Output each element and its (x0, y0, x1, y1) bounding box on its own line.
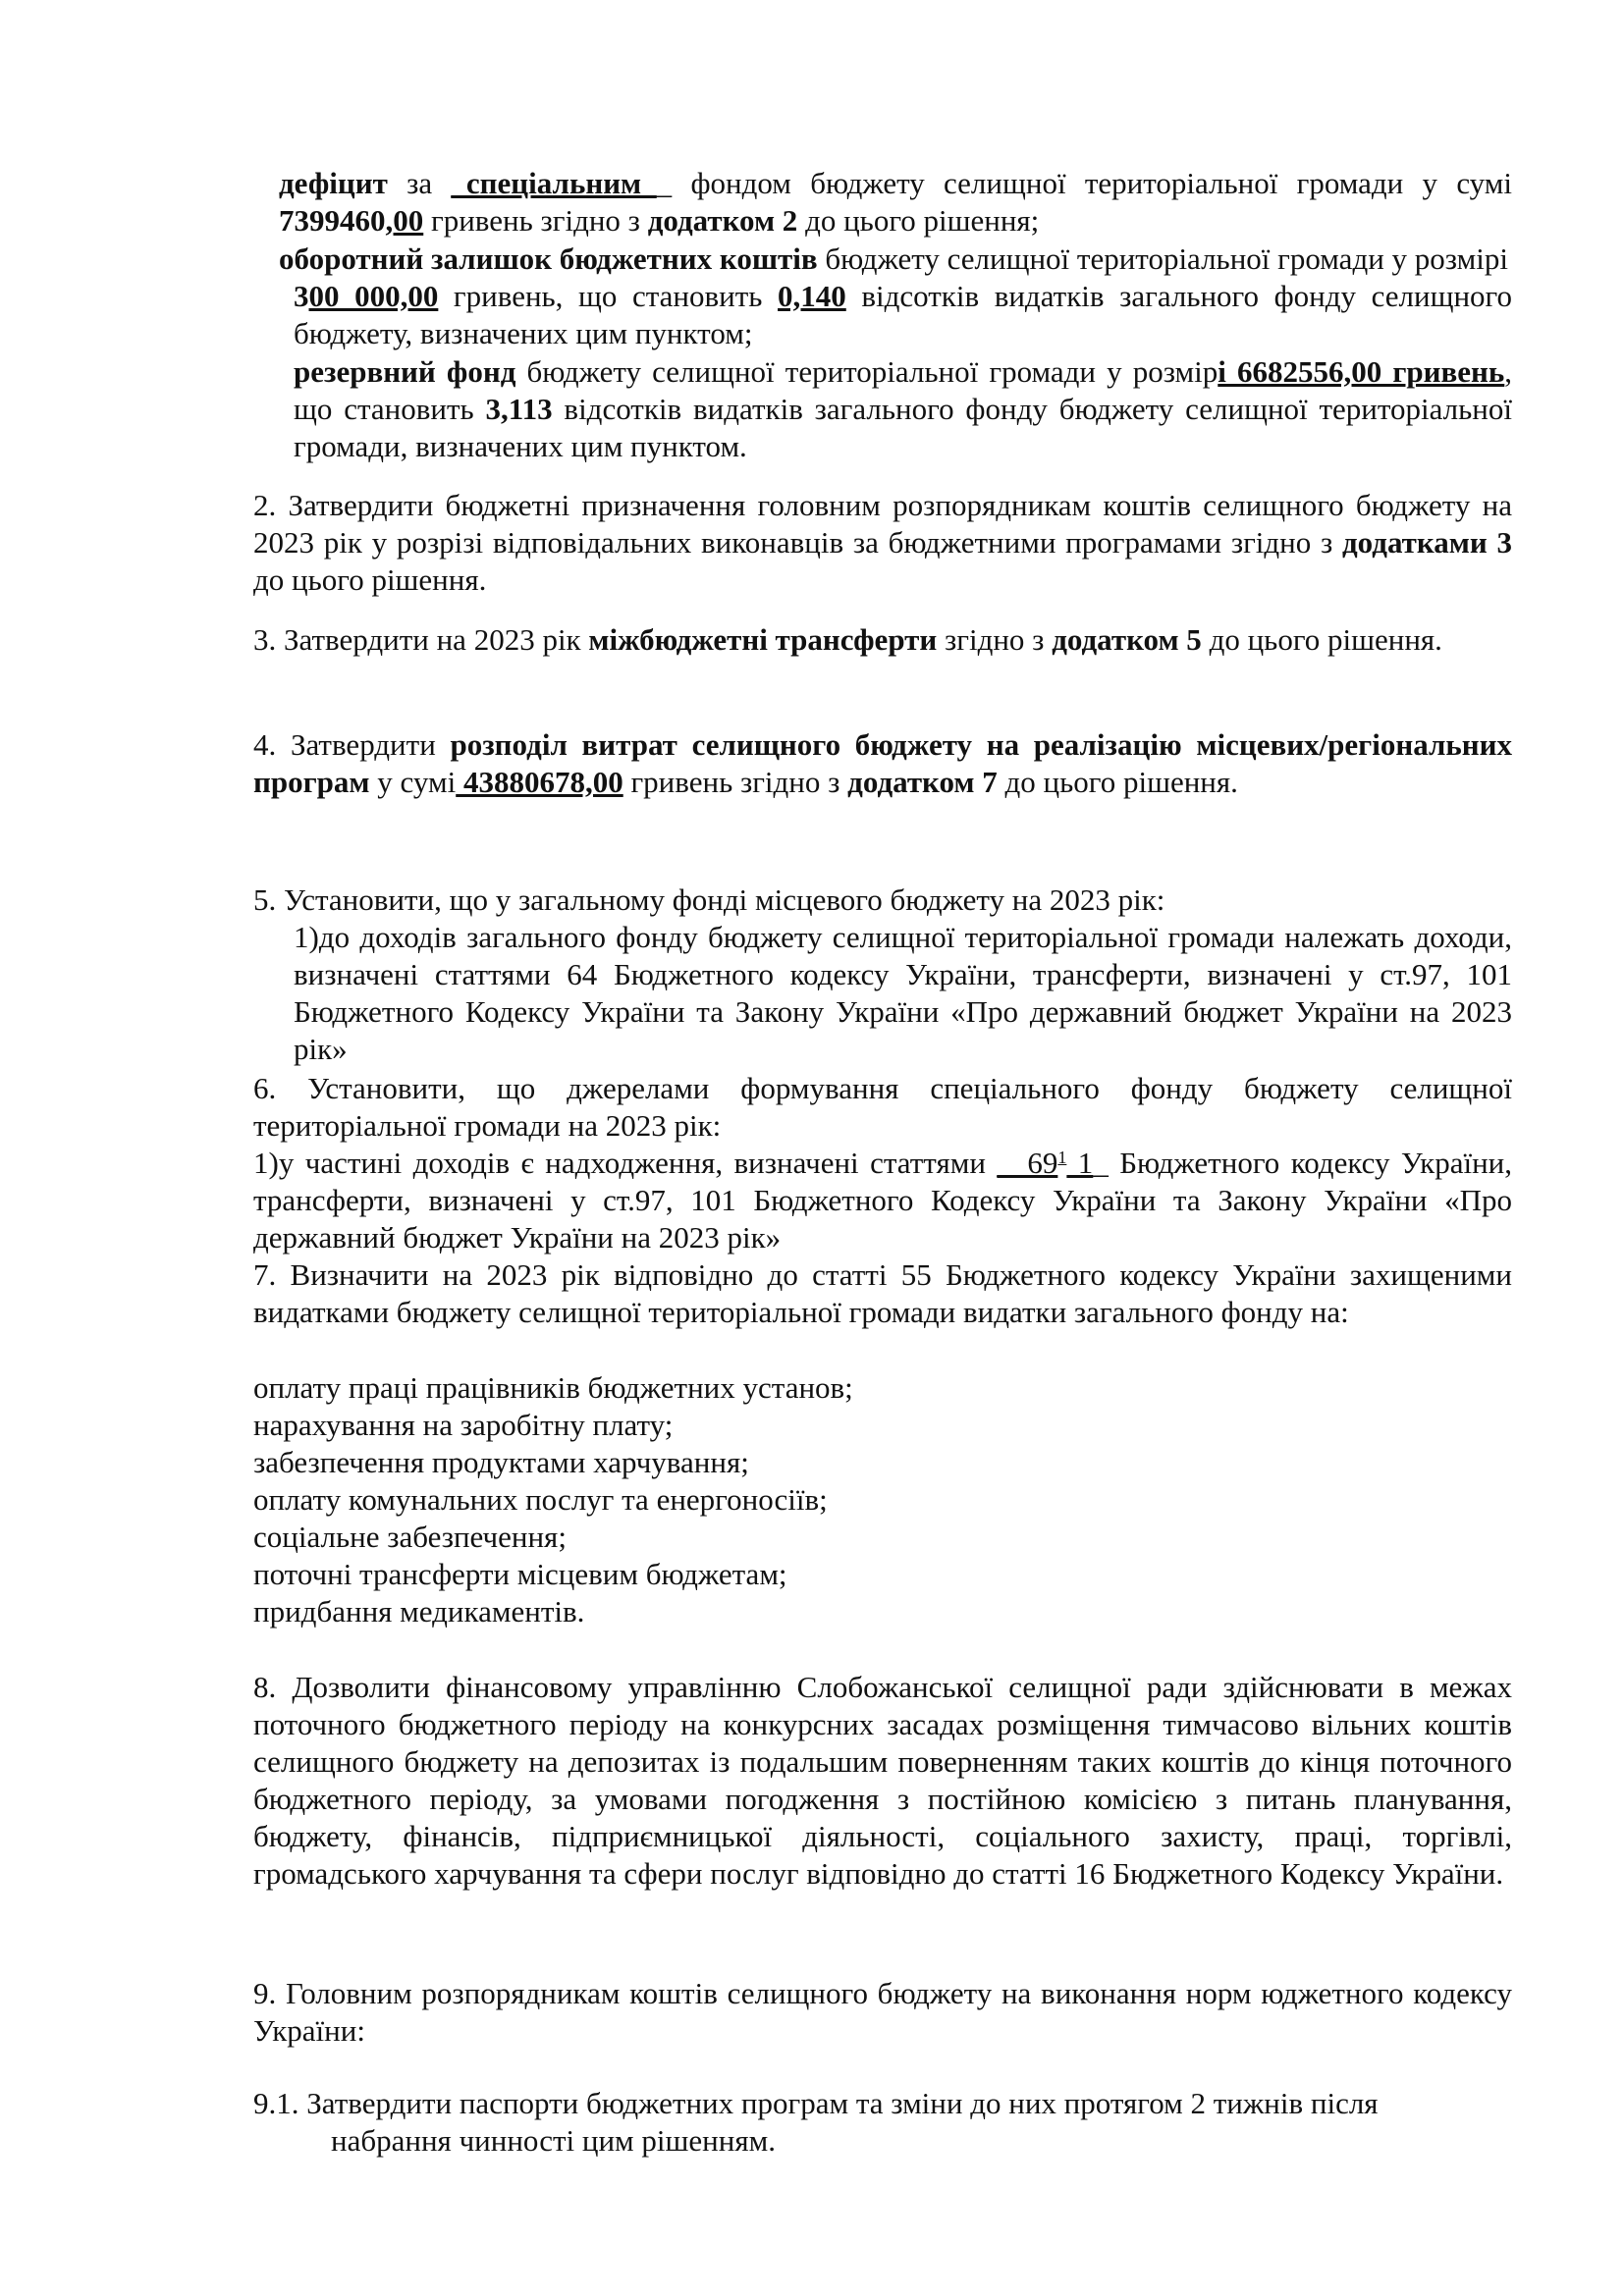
deficit-amount: 7399460 (279, 203, 386, 238)
working-balance-percent: 0,140 (778, 279, 846, 313)
paragraph-9: 9. Головним розпорядникам коштів селищного бюджету на виконання норм юджетного кодексу України: (253, 1976, 1512, 2048)
list-item: соціальне забезпечення; (253, 1520, 567, 1554)
list-item: забезпечення продуктами харчування; (253, 1445, 749, 1479)
paragraph-5: 5. Установити, що у загальному фонді місцевого бюджету на 2023 рік: (253, 882, 1165, 917)
reserve-amount: і 6682556,00 гривень (1218, 354, 1505, 389)
paragraph-working-balance: оборотний залишок бюджетних коштів бюджету селищної територіальної громади у розмірі (279, 241, 1508, 276)
paragraph-4: 4. Затвердити розподіл витрат селищного бюджету на реалізацію місцевих/регіональних програм у сумі 43880678,00 гривень згідно з додатком 7 до цього рішення. (253, 727, 1512, 799)
paragraph-6-item-1: 1)у частині доходів є надходження, визначені статтями $\_\_69^1$ 1_ Бюджетного кодексу України, трансферти, визначені у ст.97, 101 Бюджетного Кодексу України та Закону України «Про державний бюджет України на 2023 рік» (253, 1146, 1513, 1255)
protected-expenses-list (253, 1369, 1512, 1630)
paragraph-5-item-1: 1)до доходів загального фонду бюджету селищної територіальної громади належать доходи, визначені статтями 64 Бюджетного кодексу України, трансферти, визначені у ст.97, 101 Бюджетного Кодексу України та Закону України «Про державний бюджет України на 2023 рік» (294, 920, 1512, 1066)
list-item: поточні трансферти місцевим бюджетам; (253, 1557, 787, 1591)
list-item: нарахування на заробітну плату; (253, 1408, 674, 1442)
term-reserve-fund: резервний фонд (294, 354, 516, 389)
paragraph-6: 6. Установити, що джерелами формування спеціального фонду бюджету селищної територіальної громади на 2023 рік: (253, 1071, 1512, 1143)
programs-amount: 43880678,00 (456, 765, 623, 799)
paragraph-9-1: 9.1. Затвердити паспорти бюджетних програм та зміни до них протягом 2 тижнів після (253, 2086, 1379, 2120)
working-balance-amount: 00 000,00 (308, 279, 439, 313)
list-item: придбання медикаментів. (253, 1594, 585, 1629)
paragraph-8: 8. Дозволити фінансовому управлінню Слобожанської селищної ради здійснювати в межах поточного бюджетного періоду на конкурсних засадах розміщення тимчасово вільних коштів селищного бюджету на депозитах із подальшим поверненням таких коштів до кінця поточного бюджетного періоду, за умовами погодження з постійною комісією з питань планування, бюджету, фінансів, підприємницької діяльності, соціального захисту, праці, торгівлі, громадського харчування та сфери послуг відповідно до статті 16 Бюджетного Кодексу України. (253, 1670, 1512, 1891)
paragraph-working-balance-cont: 300 000,00 гривень, що становить 0,140 відсотків видатків загального фонду селищного бюджету, визначених цим пунктом; (294, 279, 1512, 350)
paragraph-deficit: дефіцит за _спеціальним__ фондом бюджету селищної територіальної громади у сумі 7399460,00 гривень згідно з додатком 2 до цього рішення; (279, 166, 1512, 238)
term-deficit: дефіцит (279, 166, 388, 200)
list-item: оплату праці працівників бюджетних установ; (253, 1370, 853, 1405)
term-working-balance: оборотний залишок бюджетних коштів (279, 241, 818, 276)
reserve-percent: 3,113 (485, 392, 553, 426)
list-item: оплату комунальних послуг та енергоносіїв; (253, 1482, 828, 1517)
appendix-ref: додатком 2 (647, 203, 798, 238)
paragraph-9-1-cont: набрання чинності цим рішенням. (331, 2123, 776, 2158)
paragraph-3: 3. Затвердити на 2023 рік міжбюджетні трансферти згідно з додатком 5 до цього рішення. (253, 622, 1442, 657)
fund-type: _спеціальним_ (451, 166, 657, 200)
paragraph-2: 2. Затвердити бюджетні призначення головним розпорядникам коштів селищного бюджету на 2023 рік у розрізі відповідальних виконавців за бюджетними програмами згідно з додатками 3 до цього рішення. (253, 488, 1513, 597)
paragraph-reserve-fund: резервний фонд бюджету селищної територіальної громади у розмірі 6682556,00 гривень, що становить 3,113 відсотків видатків загального фонду бюджету селищної територіальної громади, визначених цим пунктом. (294, 354, 1513, 463)
paragraph-7: 7. Визначити на 2023 рік відповідно до статті 55 Бюджетного кодексу України захищеними видатками бюджету селищної територіальної громади видатки загального фонду на: (253, 1257, 1512, 1329)
